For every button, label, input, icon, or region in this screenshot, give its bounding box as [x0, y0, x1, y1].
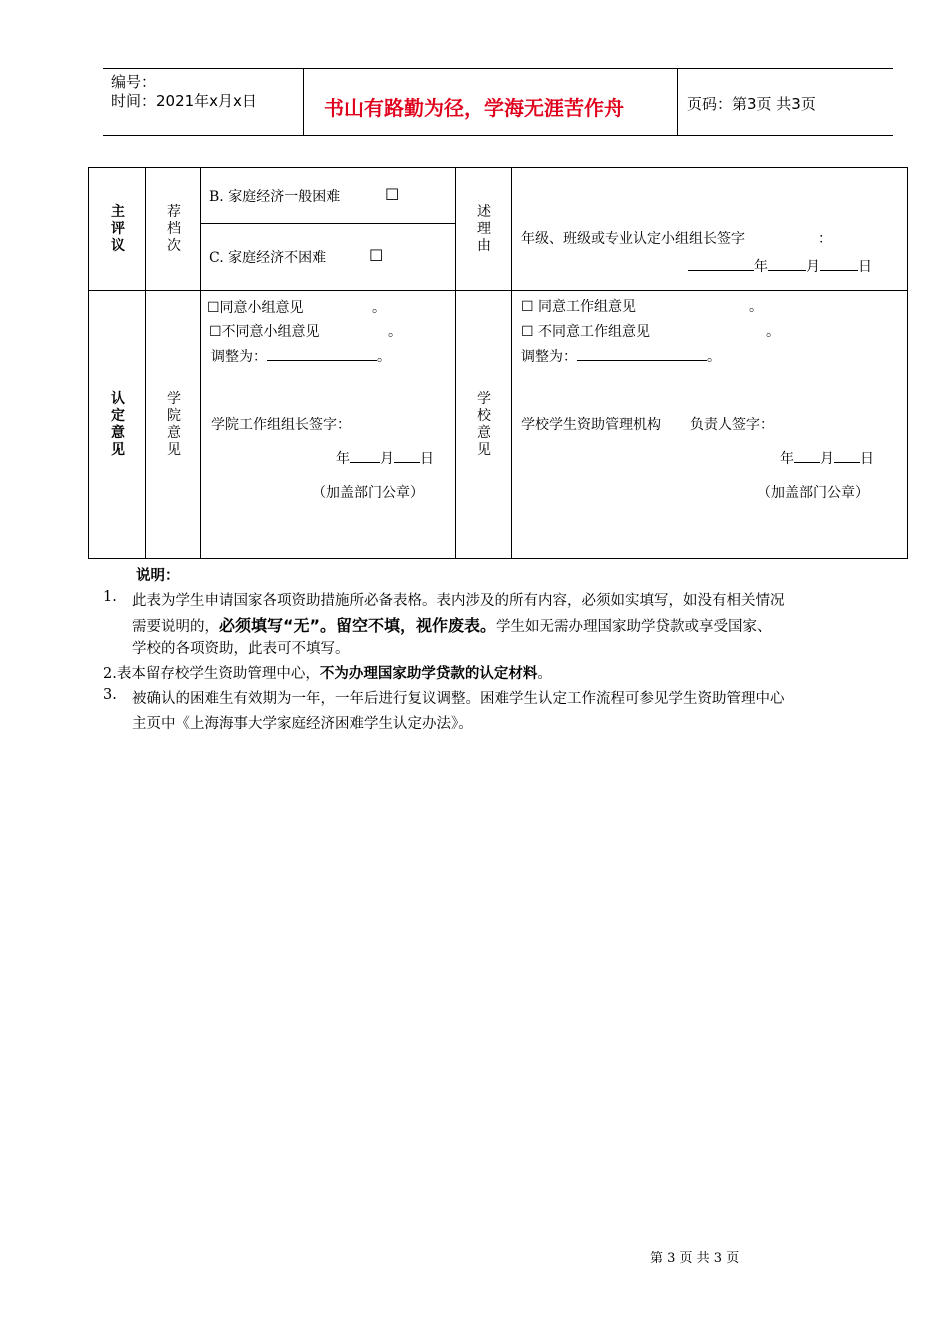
group-leader-signature-label: 年级、班级或专业认定小组组长签字 — [521, 231, 745, 247]
option-c-checkbox[interactable]: ☐ — [369, 246, 384, 265]
note-3-number: 3. — [103, 687, 117, 703]
grade-heading: 荐档次 — [167, 204, 181, 254]
college-seal-note: （加盖部门公章） — [312, 485, 424, 501]
college-leader-signature: 学院工作组组长签字： — [211, 417, 351, 433]
school-seal-note: （加盖部门公章） — [757, 485, 869, 501]
option-b-label: B. 家庭经济一般困难 — [209, 189, 341, 205]
college-agree-option[interactable]: ☐同意小组意见 — [207, 300, 304, 316]
recognition-heading: 认定意见 — [111, 391, 125, 458]
college-agree-end: 。 — [372, 300, 386, 316]
school-office-label: 学校学生资助管理机构 — [521, 417, 661, 433]
header-divider-left — [303, 68, 304, 136]
school-disagree-end: 。 — [766, 324, 780, 340]
college-heading: 学院意见 — [167, 391, 181, 458]
note-1-line-2: 需要说明的，必须填写“无”。留空不填，视作废表。学生如无需办理国家助学贷款或享受国家、 — [132, 616, 772, 635]
school-disagree-option[interactable]: ☐ 不同意工作组意见 — [521, 324, 651, 340]
school-agree-option[interactable]: ☐ 同意工作组意见 — [521, 299, 637, 315]
header-motto: 书山有路勤为径，学海无涯苦作舟 — [324, 96, 624, 120]
college-adjust-line: 调整为： 。 — [211, 349, 391, 365]
college-disagree-end: 。 — [388, 324, 402, 340]
college-disagree-option[interactable]: ☐不同意小组意见 — [209, 324, 320, 340]
evaluation-heading: 主评议 — [111, 204, 125, 254]
note-1-line-3: 学校的各项资助，此表可不填写。 — [132, 641, 350, 657]
note-1-line-1: 此表为学生申请国家各项资助措施所必备表格。表内涉及的所有内容，必须如实填写，如没有相关情况 — [132, 593, 785, 609]
note-1-number: 1. — [103, 589, 117, 605]
college-date: 年 月 日 — [336, 451, 434, 467]
option-b-checkbox[interactable]: ☐ — [385, 185, 400, 204]
group-leader-signature-colon: ： — [818, 231, 832, 247]
school-adjust-line: 调整为： 。 — [521, 349, 721, 365]
school-leader-signature: 负责人签字： — [690, 417, 774, 433]
option-c-label: C. 家庭经济不困难 — [209, 250, 327, 266]
note-3-line-2: 主页中《上海海事大学家庭经济困难学生认定办法》。 — [132, 716, 473, 732]
footer-page-number: 第 3 页 共 3 页 — [650, 1251, 740, 1266]
school-heading: 学校意见 — [477, 391, 491, 458]
school-date: 年 月 日 — [780, 451, 874, 467]
header-top-rule — [103, 68, 893, 69]
document-number-label: 编号： — [111, 73, 157, 91]
header-bottom-rule — [103, 135, 893, 136]
school-agree-end: 。 — [749, 299, 763, 315]
header-divider-right — [677, 68, 678, 136]
note-2: 2.表本留存校学生资助管理中心，不为办理国家助学贷款的认定材料。 — [103, 666, 552, 682]
note-3-line-1: 被确认的困难生有效期为一年，一年后进行复议调整。困难学生认定工作流程可参见学生资助管理中心 — [132, 691, 785, 707]
header-page-info: 页码：第3页 共3页 — [687, 95, 816, 113]
document-time: 时间：2021年x月x日 — [111, 92, 257, 110]
row1-date: 年 月 日 — [688, 256, 872, 276]
reason-heading: 述理由 — [477, 204, 491, 254]
notes-title: 说明： — [136, 568, 180, 584]
